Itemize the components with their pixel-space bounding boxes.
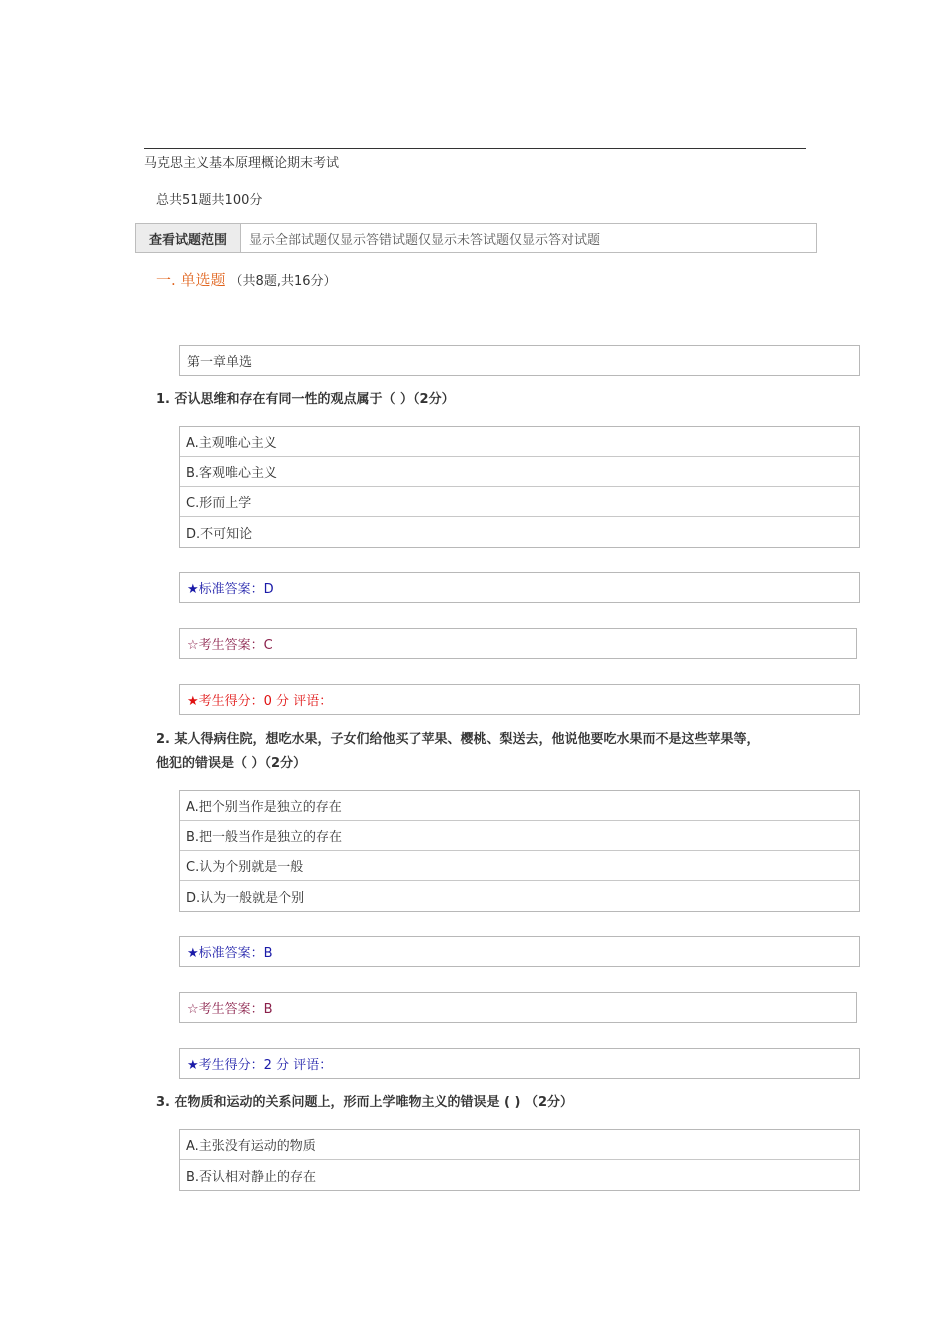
standard-answer: ★标准答案：D — [179, 572, 860, 603]
option-b[interactable]: B.把一般当作是独立的存在 — [180, 821, 859, 851]
question-2-options — [179, 790, 860, 912]
scope-filter-bar — [135, 223, 817, 253]
scope-label: 查看试题范围 — [136, 224, 241, 252]
question-3-stem: 3. 在物质和运动的关系问题上，形而上学唯物主义的错误是 ( ) （2分） — [156, 1095, 574, 1110]
section-title: 一. 单选题 — [156, 271, 226, 289]
option-c[interactable]: C.形而上学 — [180, 487, 859, 517]
scope-option-correct[interactable]: 仅显示答对试题 — [509, 232, 601, 248]
option-a[interactable]: A.主观唯心主义 — [180, 427, 859, 457]
question-2-stem-line1: 2. 某人得病住院，想吃水果，子女们给他买了苹果、樱桃、梨送去，他说他要吃水果而不是这些苹果等， — [156, 732, 760, 747]
chapter-label: 第一章单选 — [179, 345, 860, 376]
question-2-stem — [156, 728, 806, 776]
student-answer: ☆考生答案：B — [179, 992, 857, 1023]
scope-option-all[interactable]: 显示全部试题 — [249, 232, 328, 248]
scope-option-unanswered[interactable]: 仅显示未答试题 — [418, 232, 510, 248]
student-score: ★考生得分：2 分 评语： — [179, 1048, 860, 1079]
standard-answer: ★标准答案：B — [179, 936, 860, 967]
option-a[interactable]: A.把个别当作是独立的存在 — [180, 791, 859, 821]
exam-title: 马克思主义基本原理概论期末考试 — [144, 156, 340, 171]
exam-summary: 总共51题共100分 — [156, 193, 263, 208]
option-d[interactable]: D.不可知论 — [186, 526, 253, 542]
question-1-options — [179, 426, 860, 548]
section-subtitle: （共8题,共16分） — [229, 274, 337, 289]
student-answer: ☆考生答案：C — [179, 628, 857, 659]
question-2-stem-line2: 他犯的错误是（ ）（2分） — [156, 756, 307, 771]
option-a[interactable]: A.主张没有运动的物质 — [180, 1130, 859, 1160]
option-d[interactable]: D.认为一般就是个别 — [186, 890, 305, 906]
option-c[interactable]: C.认为个别就是一般 — [180, 851, 859, 881]
option-b[interactable]: B.否认相对静止的存在 — [186, 1169, 317, 1185]
scope-options — [241, 224, 600, 252]
question-1-stem: 1. 否认思维和存在有同一性的观点属于（ ）（2分） — [156, 392, 455, 407]
option-b[interactable]: B.客观唯心主义 — [180, 457, 859, 487]
section-heading — [156, 269, 337, 290]
header-rule — [144, 148, 806, 149]
scope-option-wrong[interactable]: 仅显示答错试题 — [327, 232, 419, 248]
question-3-options — [179, 1129, 860, 1191]
student-score: ★考生得分：0 分 评语： — [179, 684, 860, 715]
